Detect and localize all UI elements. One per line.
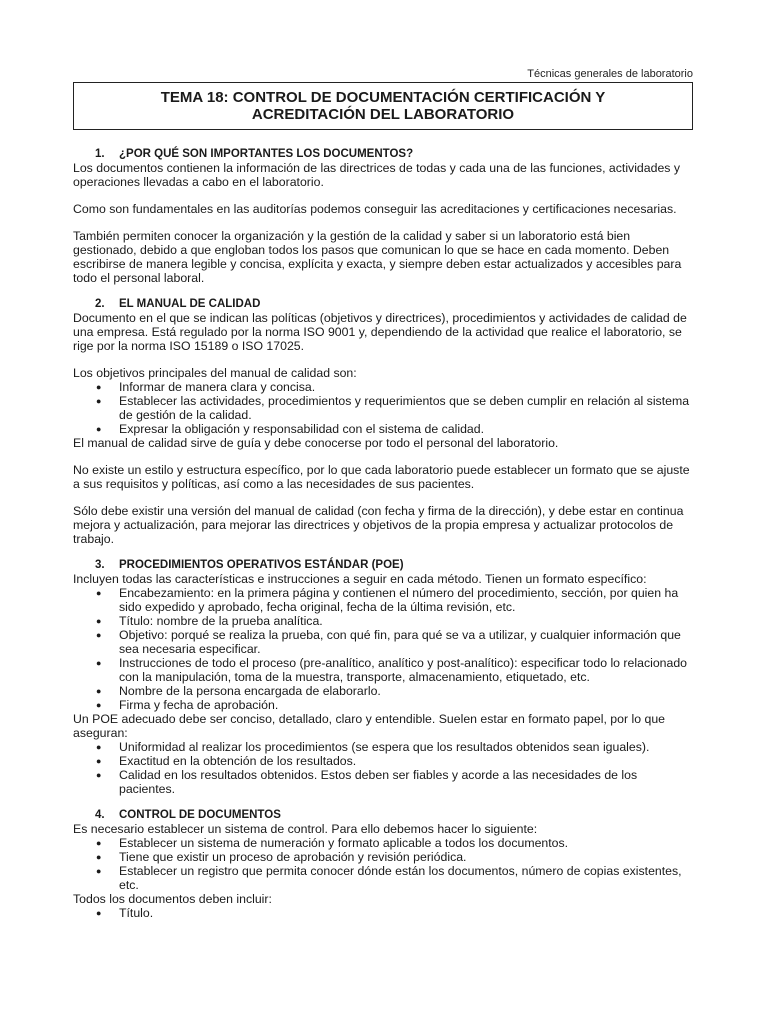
list-item: ● Calidad en los resultados obtenidos. Estos deben ser fiables y acorde a las necesidades de los pacientes.: [73, 768, 695, 796]
list-item: ● Exactitud en la obtención de los resultados.: [73, 754, 695, 768]
paragraph: Todos los documentos deben incluir:: [73, 892, 272, 906]
list-item: ● Expresar la obligación y responsabilidad con el sistema de calidad.: [73, 422, 695, 436]
paragraph: No existe un estilo y estructura específico, por lo que cada laboratorio puede establecer un formato que se ajuste a sus requisitos y políticas, así como a las necesidades de sus pacientes.: [73, 463, 690, 491]
paragraph: Es necesario establecer un sistema de control. Para ello debemos hacer lo siguiente:: [73, 822, 538, 836]
document-body: [73, 147, 695, 920]
section-heading-3: [95, 558, 695, 572]
section-title: PROCEDIMIENTOS OPERATIVOS ESTÁNDAR (POE): [119, 559, 404, 571]
section-number: 1.: [95, 148, 105, 160]
paragraph: Documento en el que se indican las políticas (objetivos y directrices), procedimientos y actividades de calidad de una empresa. Está regulado por la norma ISO 9001 y, dependiendo de la actividad que realice el laboratorio, se rige por la norma ISO 15189 o ISO 17025.: [73, 311, 687, 353]
paragraph: Los objetivos principales del manual de calidad son:: [73, 366, 357, 380]
list-item: ● Tiene que existir un proceso de aprobación y revisión periódica.: [73, 850, 695, 864]
paragraph: También permiten conocer la organización y la gestión de la calidad y saber si un laboratorio está bien gestionado, debido a que engloban todos los pasos que comunican lo que se hace en cada momento. Deben escribirse de manera legible y concisa, explícita y exacta, y siempre deben estar actualizados y accesibles para todo el personal laboral.: [73, 229, 682, 285]
title-box: [73, 82, 693, 130]
section-number: 3.: [95, 559, 105, 571]
list-item: ● Firma y fecha de aprobación.: [73, 698, 695, 712]
section-title: EL MANUAL DE CALIDAD: [119, 298, 261, 310]
paragraph: El manual de calidad sirve de guía y debe conocerse por todo el personal del laboratorio.: [73, 436, 559, 450]
running-header: Técnicas generales de laboratorio: [527, 68, 693, 80]
page-title-line-2: ACREDITACIÓN DEL LABORATORIO: [251, 106, 515, 123]
bullet-list: [73, 380, 695, 436]
list-item: ● Título: nombre de la prueba analítica.: [73, 614, 695, 628]
list-item: ● Encabezamiento: en la primera página y contienen el número del procedimiento, sección, por quien ha sido expedido y aprobado, fecha original, fecha de la última revisión, etc.: [73, 586, 695, 614]
section-heading-1: [95, 147, 695, 161]
section-number: 4.: [95, 809, 105, 821]
paragraph: Como son fundamentales en las auditorías podemos conseguir las acreditaciones y certificaciones necesarias.: [73, 202, 677, 216]
paragraph: Los documentos contienen la información de las directrices de todas y cada una de las funciones, actividades y operaciones llevadas a cabo en el laboratorio.: [73, 161, 681, 189]
list-item: ● Uniformidad al realizar los procedimientos (se espera que los resultados obtenidos sean iguales).: [73, 740, 695, 754]
list-item: ● Establecer un sistema de numeración y formato aplicable a todos los documentos.: [73, 836, 695, 850]
paragraph: Un POE adecuado debe ser conciso, detallado, claro y entendible. Suelen estar en formato papel, por lo que aseguran:: [73, 712, 665, 740]
list-item: ● Instrucciones de todo el proceso (pre-analítico, analítico y post-analítico): especificar todo lo relacionado con la manipulación, toma de la muestra, transporte, almacenamiento, etiquetado, etc.: [73, 656, 695, 684]
page-title-line-1: TEMA 18: CONTROL DE DOCUMENTACIÓN CERTIFICACIÓN Y: [160, 89, 606, 106]
bullet-list: [73, 586, 695, 712]
paragraph: Incluyen todas las características e instrucciones a seguir en cada método. Tienen un formato específico:: [73, 572, 647, 586]
section-heading-2: [95, 297, 695, 311]
bullet-list: [73, 740, 695, 796]
section-title: CONTROL DE DOCUMENTOS: [119, 809, 281, 821]
bullet-list: [73, 906, 695, 920]
paragraph: Sólo debe existir una versión del manual de calidad (con fecha y firma de la dirección), y debe estar en continua mejora y actualización, para mejorar las directrices y objetivos de la propia empresa y actualizar protocolos de trabajo.: [73, 504, 684, 546]
list-item: ● Nombre de la persona encargada de elaborarlo.: [73, 684, 695, 698]
list-item: ● Objetivo: porqué se realiza la prueba, con qué fin, para qué se va a utilizar, y cualquier información que sea necesaria especificar.: [73, 628, 695, 656]
bullet-list: [73, 836, 695, 892]
list-item: ● Establecer un registro que permita conocer dónde están los documentos, número de copias existentes, etc.: [73, 864, 695, 892]
section-title: ¿POR QUÉ SON IMPORTANTES LOS DOCUMENTOS?: [119, 148, 414, 160]
section-number: 2.: [95, 298, 105, 310]
list-item: ● Informar de manera clara y concisa.: [73, 380, 695, 394]
list-item: ● Título.: [73, 906, 695, 920]
section-heading-4: [95, 808, 695, 822]
list-item: ● Establecer las actividades, procedimientos y requerimientos que se deben cumplir en relación al sistema de gestión de la calidad.: [73, 394, 695, 422]
